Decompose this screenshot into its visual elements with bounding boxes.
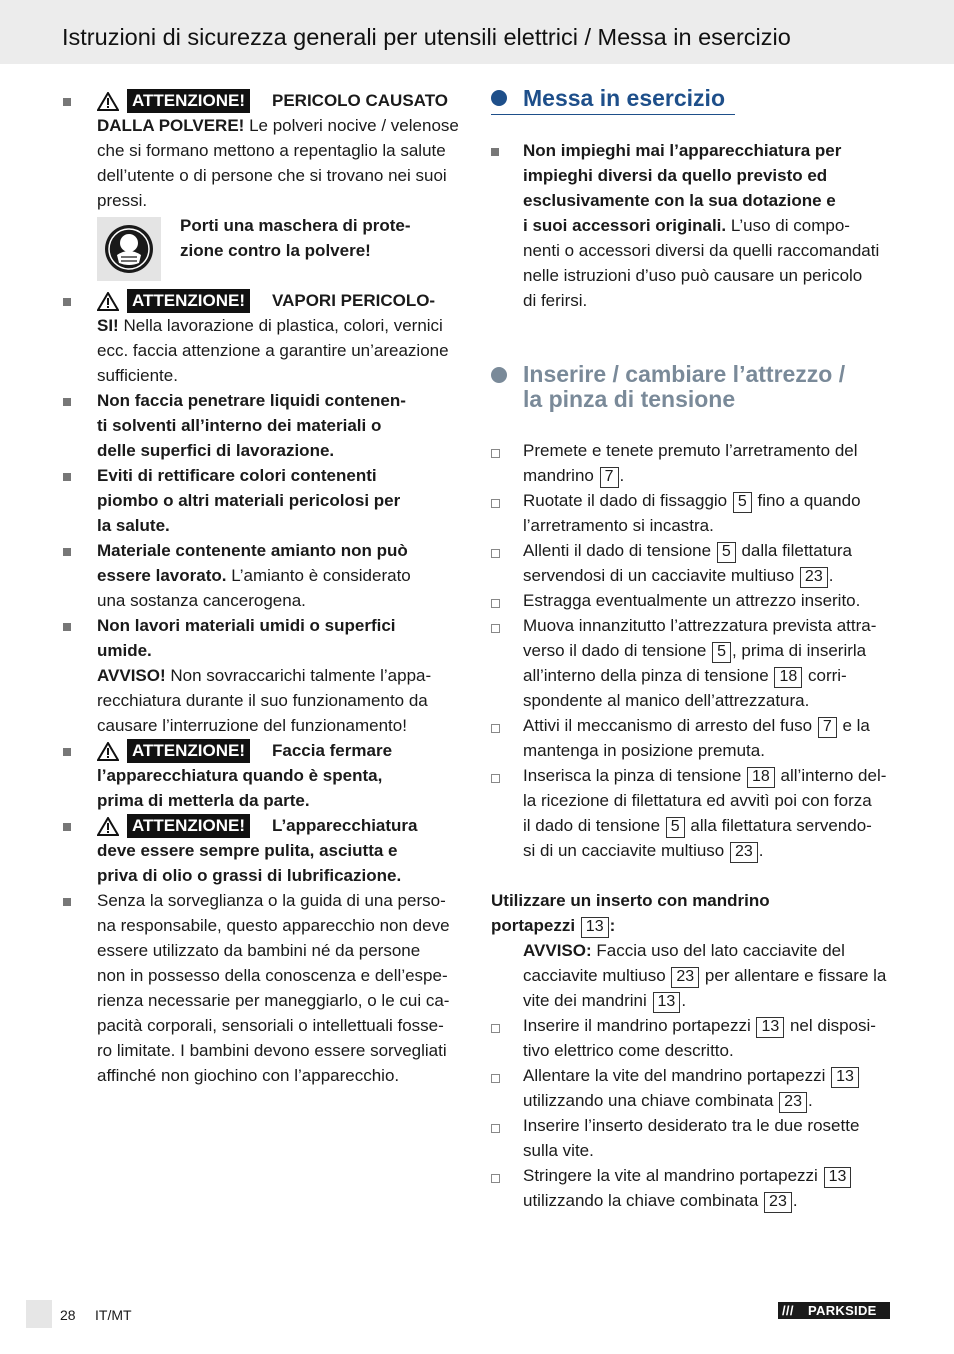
body-text: essere utilizzato da bambini né da persone xyxy=(97,941,421,960)
step-text: il dado di tensione xyxy=(523,816,661,835)
section-bullet-icon xyxy=(491,367,507,383)
step-text: spondente al manico dell’attrezzatura. xyxy=(523,691,810,710)
subheading: Utilizzare un inserto con mandrino xyxy=(491,891,770,910)
checkbox-bullet xyxy=(491,774,500,783)
bold-text: piombo o altri materiali pericolosi per xyxy=(97,491,401,510)
bold-text: priva di olio o grassi di lubrificazione. xyxy=(97,866,402,885)
bold-text: Non lavori materiali umidi o superfici xyxy=(97,616,396,635)
warning-label: ATTENZIONE! xyxy=(127,289,250,313)
bullet xyxy=(63,748,71,756)
reference-number: 7 xyxy=(600,467,619,488)
warning-title: L’apparecchiatura xyxy=(272,816,418,835)
warning-block xyxy=(97,739,250,762)
step-text: verso il dado di tensione xyxy=(523,641,707,660)
body-text: cacciavite multiuso xyxy=(523,966,666,985)
warning-block xyxy=(97,289,250,312)
bold-text: deve essere sempre pulita, asciutta e xyxy=(97,841,398,860)
step-text: la ricezione di filettatura ed avvitì poi con forza xyxy=(523,791,872,810)
checkbox-bullet xyxy=(491,1124,500,1133)
reference-number: 13 xyxy=(653,992,681,1013)
body-text: di ferirsi. xyxy=(523,291,588,310)
checkbox-bullet xyxy=(491,499,500,508)
reference-number: 7 xyxy=(818,717,837,738)
body-text: L’amianto è considerato xyxy=(226,566,411,585)
warning-triangle-icon xyxy=(97,92,117,110)
bullet xyxy=(63,548,71,556)
step-text: e la xyxy=(837,716,870,735)
checkbox-bullet xyxy=(491,724,500,733)
step-text: Premete e tenete premuto l’arretramento del xyxy=(523,441,858,460)
step-text: mantenga in posizione premuta. xyxy=(523,741,765,760)
warning-title: Faccia fermare xyxy=(272,741,393,760)
section-title: Inserire / cambiare l’attrezzo / xyxy=(523,361,846,387)
bold-text: essere lavorato. xyxy=(97,566,227,585)
bullet xyxy=(63,898,71,906)
body-text: per allentare e fissare la xyxy=(700,966,887,985)
body-text: nenti o accessori diversi da quelli raccomandati xyxy=(523,241,880,260)
step-text: sulla vite. xyxy=(523,1141,594,1160)
step-text: Allentare la vite del mandrino portapezzi xyxy=(523,1066,826,1085)
step-text: Inserisca la pinza di tensione xyxy=(523,766,742,785)
body-text: vite dei mandrini xyxy=(523,991,647,1010)
step-text: Allenti il dado di tensione xyxy=(523,541,712,560)
body-text: pressi. xyxy=(97,191,148,210)
bullet xyxy=(63,398,71,406)
body-text: affinché non giochino con l’apparecchio. xyxy=(97,1066,400,1085)
logo-slashes: /// xyxy=(782,1303,794,1318)
section-title-cont: la pinza di tensione xyxy=(523,386,736,412)
step-text: alla filettatura servendo- xyxy=(685,816,872,835)
logo-text: PARKSIDE xyxy=(808,1303,877,1318)
step-text: corri- xyxy=(803,666,847,685)
step-text: si di un cacciavite multiuso xyxy=(523,841,725,860)
step-text: . xyxy=(792,1191,798,1210)
step-text: all’interno della pinza di tensione xyxy=(523,666,769,685)
reference-number: 13 xyxy=(831,1067,859,1088)
reference-number: 13 xyxy=(756,1017,784,1038)
warning-label: ATTENZIONE! xyxy=(127,739,250,763)
step-text: . xyxy=(758,841,764,860)
step-text: mandrino xyxy=(523,466,594,485)
body-text: che si formano mettono a repentaglio la salute xyxy=(97,141,446,160)
reference-number: 5 xyxy=(712,642,731,663)
parkside-logo xyxy=(778,1302,890,1319)
reference-number: 13 xyxy=(824,1167,852,1188)
warning-label: ATTENZIONE! xyxy=(127,89,250,113)
language-code: IT/MT xyxy=(95,1307,132,1323)
body-text: recchiatura durante il suo funzionamento da xyxy=(97,691,428,710)
warning-title: VAPORI PERICOLO- xyxy=(272,291,436,310)
bold-text: Non faccia penetrare liquidi contenen- xyxy=(97,391,406,410)
notice-label: AVVISO! xyxy=(97,666,166,685)
reference-number: 5 xyxy=(733,492,752,513)
step-text: Ruotate il dado di fissaggio xyxy=(523,491,728,510)
bold-text: prima di metterla da parte. xyxy=(97,791,310,810)
body-text: pacità corporali, sensoriali o intellettuali fosse- xyxy=(97,1016,444,1035)
step-text: utilizzando una chiave combinata xyxy=(523,1091,774,1110)
page-number-box xyxy=(26,1300,52,1328)
body-text: Le polveri nocive / velenose xyxy=(244,116,459,135)
checkbox-bullet xyxy=(491,1024,500,1033)
mask-text: Porti una maschera di prote- xyxy=(180,216,411,235)
step-text: fino a quando xyxy=(752,491,861,510)
reference-number: 23 xyxy=(671,967,699,988)
page-title: Istruzioni di sicurezza generali per utensili elettrici / Messa in esercizio xyxy=(62,24,791,50)
bold-text: Eviti di rettificare colori contenenti xyxy=(97,466,377,485)
step-text: l’arretramento si incastra. xyxy=(523,516,714,535)
bold-text: impieghi diversi da quello previsto ed xyxy=(523,166,828,185)
bullet xyxy=(63,823,71,831)
checkbox-bullet xyxy=(491,449,500,458)
bold-text: la salute. xyxy=(97,516,170,535)
body-text: ecc. faccia attenzione a garantire un’areazione xyxy=(97,341,449,360)
subheading: : xyxy=(609,916,616,935)
bold-text: delle superfici di lavorazione. xyxy=(97,441,335,460)
header-bar xyxy=(0,0,954,64)
reference-number: 18 xyxy=(747,767,775,788)
subheading: portapezzi xyxy=(491,916,576,935)
reference-number: 5 xyxy=(717,542,736,563)
reference-number: 5 xyxy=(666,817,685,838)
step-text: dalla filettatura xyxy=(736,541,853,560)
reference-number: 23 xyxy=(764,1192,792,1213)
checkbox-bullet xyxy=(491,1174,500,1183)
body-text: non in possesso della conoscenza e dell’espe- xyxy=(97,966,448,985)
checkbox-bullet xyxy=(491,1074,500,1083)
reference-number: 13 xyxy=(581,917,609,938)
step-text: Estragga eventualmente un attrezzo inserito. xyxy=(523,591,861,610)
body-text: Faccia uso del lato cacciavite del xyxy=(591,941,845,960)
section-title: Messa in esercizio xyxy=(523,85,725,111)
body-text: sufficiente. xyxy=(97,366,178,385)
body-text: na responsabile, questo apparecchio non deve xyxy=(97,916,450,935)
step-text: . xyxy=(807,1091,813,1110)
bullet xyxy=(63,98,71,106)
step-text: Attivi il meccanismo di arresto del fuso xyxy=(523,716,813,735)
bullet xyxy=(491,148,499,156)
body-text: Nella lavorazione di plastica, colori, vernici xyxy=(118,316,443,335)
step-text: . xyxy=(619,466,625,485)
step-text: servendosi di un cacciavite multiuso xyxy=(523,566,795,585)
warning-block xyxy=(97,89,250,112)
dust-mask-icon xyxy=(97,217,161,281)
warning-label: ATTENZIONE! xyxy=(127,814,250,838)
step-text: , prima di inserirla xyxy=(731,641,867,660)
body-text: Senza la sorveglianza o la guida di una perso- xyxy=(97,891,446,910)
step-text: Muova innanzitutto l’attrezzatura prevista attra- xyxy=(523,616,877,635)
warning-title: PERICOLO CAUSATO xyxy=(272,91,448,110)
body-text: causare l’interruzione del funzionamento! xyxy=(97,716,407,735)
bullet xyxy=(63,623,71,631)
section-underline xyxy=(491,114,735,115)
body-text: una sostanza cancerogena. xyxy=(97,591,306,610)
notice-label: AVVISO: xyxy=(523,941,592,960)
step-text: tivo elettrico come descritto. xyxy=(523,1041,734,1060)
bold-text: ti solventi all’interno dei materiali o xyxy=(97,416,382,435)
step-text: Inserire il mandrino portapezzi xyxy=(523,1016,751,1035)
body-text: nelle istruzioni d’uso può causare un pericolo xyxy=(523,266,863,285)
warning-title-cont: DALLA POLVERE! xyxy=(97,116,245,135)
bold-text: umide. xyxy=(97,641,152,660)
reference-number: 23 xyxy=(779,1092,807,1113)
step-text: Stringere la vite al mandrino portapezzi xyxy=(523,1166,818,1185)
step-text: utilizzando la chiave combinata xyxy=(523,1191,759,1210)
checkbox-bullet xyxy=(491,549,500,558)
checkbox-bullet xyxy=(491,599,500,608)
body-text: ro limitate. I bambini devono essere sorvegliati xyxy=(97,1041,447,1060)
bold-text: Non impieghi mai l’apparecchiatura per xyxy=(523,141,842,160)
checkbox-bullet xyxy=(491,624,500,633)
page-number: 28 xyxy=(60,1307,76,1323)
body-text: . xyxy=(681,991,687,1010)
step-text: Inserire l’inserto desiderato tra le due rosette xyxy=(523,1116,860,1135)
reference-number: 23 xyxy=(730,842,758,863)
step-text: nel disposi- xyxy=(785,1016,876,1035)
warning-triangle-icon xyxy=(97,742,117,760)
warning-block xyxy=(97,814,250,837)
section-bullet-icon xyxy=(491,90,507,106)
bold-text: esclusivamente con la sua dotazione e xyxy=(523,191,836,210)
warning-triangle-icon xyxy=(97,292,117,310)
step-text: . xyxy=(828,566,834,585)
bold-text: Materiale contenente amianto non può xyxy=(97,541,408,560)
step-text: all’interno del- xyxy=(775,766,887,785)
reference-number: 23 xyxy=(800,567,828,588)
body-text: L’uso di compo- xyxy=(726,216,850,235)
mask-text: zione contro la polvere! xyxy=(180,241,371,260)
warning-title-cont: SI! xyxy=(97,316,119,335)
bold-text: i suoi accessori originali. xyxy=(523,216,727,235)
bullet xyxy=(63,298,71,306)
bold-text: l’apparecchiatura quando è spenta, xyxy=(97,766,383,785)
warning-triangle-icon xyxy=(97,817,117,835)
body-text: dell’utente o di persone che si trovano nei suoi xyxy=(97,166,447,185)
body-text: Non sovraccarichi talmente l’appa- xyxy=(165,666,432,685)
bullet xyxy=(63,473,71,481)
body-text: rienza necessarie per maneggiarlo, o le cui ca- xyxy=(97,991,450,1010)
reference-number: 18 xyxy=(774,667,802,688)
